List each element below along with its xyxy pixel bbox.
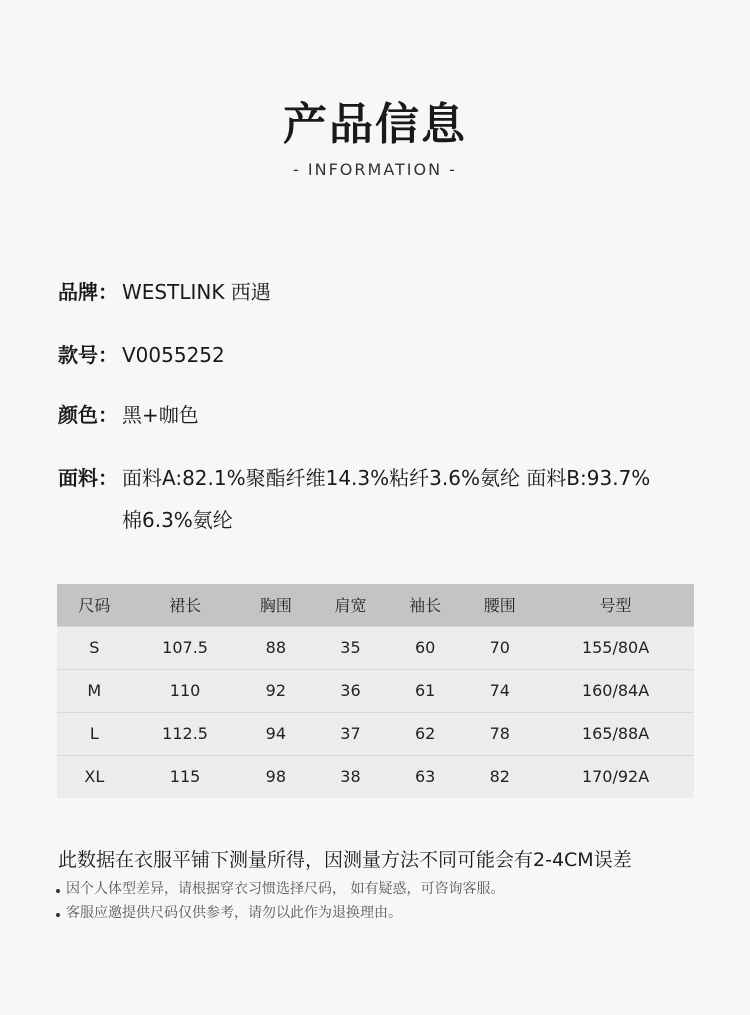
measurement-note: 此数据在衣服平铺下测量所得，因测量方法不同可能会有2-4CM误差 xyxy=(58,849,632,871)
table-cell: 165/88A xyxy=(537,712,694,755)
header-size: 尺码 xyxy=(57,584,132,626)
table-cell: 115 xyxy=(132,755,239,798)
table-cell: 62 xyxy=(388,712,463,755)
size-tip-1-text: 因个人体型差异，请根据穿衣习惯选择尺码， 如有疑惑，可咨询客服。 xyxy=(66,881,505,897)
color-label: 颜色： xyxy=(58,403,118,427)
table-cell: 74 xyxy=(462,669,537,712)
table-cell: 35 xyxy=(313,626,388,669)
table-cell: 36 xyxy=(313,669,388,712)
header-sleeve: 袖长 xyxy=(388,584,463,626)
brand-row xyxy=(58,271,708,313)
color-value: 黑+咖色 xyxy=(122,403,199,427)
table-row xyxy=(57,712,694,755)
table-cell: 63 xyxy=(388,755,463,798)
brand-label: 品牌： xyxy=(58,280,118,304)
bullet-icon xyxy=(56,889,60,893)
page-title: 产品信息 xyxy=(283,99,467,150)
fabric-value-line1: 面料A:82.1%聚酯纤维14.3%粘纤3.6%氨纶 面料B:93.7% xyxy=(122,466,651,490)
page-subtitle: - INFORMATION - xyxy=(293,160,457,179)
table-cell: L xyxy=(57,712,132,755)
header-length: 裙长 xyxy=(132,584,239,626)
brand-value: WESTLINK 西遇 xyxy=(122,280,271,304)
table-cell: 88 xyxy=(239,626,314,669)
fabric-value xyxy=(122,457,708,541)
table-cell: 107.5 xyxy=(132,626,239,669)
table-cell: 110 xyxy=(132,669,239,712)
header-shoulder: 肩宽 xyxy=(313,584,388,626)
style-value: V0055252 xyxy=(122,343,225,367)
table-cell: 38 xyxy=(313,755,388,798)
table-cell: 70 xyxy=(462,626,537,669)
table-row xyxy=(57,755,694,798)
table-cell: 78 xyxy=(462,712,537,755)
table-cell: XL xyxy=(57,755,132,798)
size-table xyxy=(57,584,694,798)
table-cell: S xyxy=(57,626,132,669)
size-table-header-row xyxy=(57,584,694,626)
table-cell: 98 xyxy=(239,755,314,798)
table-cell: 155/80A xyxy=(537,626,694,669)
header-waist: 腰围 xyxy=(462,584,537,626)
table-cell: 170/92A xyxy=(537,755,694,798)
table-cell: 37 xyxy=(313,712,388,755)
table-row xyxy=(57,669,694,712)
header-fit: 号型 xyxy=(537,584,694,626)
fabric-value-line2: 棉6.3%氨纶 xyxy=(122,508,233,532)
table-cell: 94 xyxy=(239,712,314,755)
table-cell: M xyxy=(57,669,132,712)
table-cell: 82 xyxy=(462,755,537,798)
table-row xyxy=(57,626,694,669)
table-cell: 112.5 xyxy=(132,712,239,755)
fabric-row xyxy=(58,457,708,541)
table-cell: 160/84A xyxy=(537,669,694,712)
size-tip-2-text: 客服应邀提供尺码仅供参考，请勿以此作为退换理由。 xyxy=(66,905,402,921)
table-cell: 60 xyxy=(388,626,463,669)
size-tip-2 xyxy=(56,902,402,922)
header-bust: 胸围 xyxy=(239,584,314,626)
style-row xyxy=(58,334,708,376)
table-cell: 61 xyxy=(388,669,463,712)
table-cell: 92 xyxy=(239,669,314,712)
style-label: 款号： xyxy=(58,343,118,367)
color-row xyxy=(58,394,708,436)
bullet-icon xyxy=(56,913,60,917)
size-tip-1 xyxy=(56,878,504,898)
fabric-label: 面料： xyxy=(58,466,118,490)
